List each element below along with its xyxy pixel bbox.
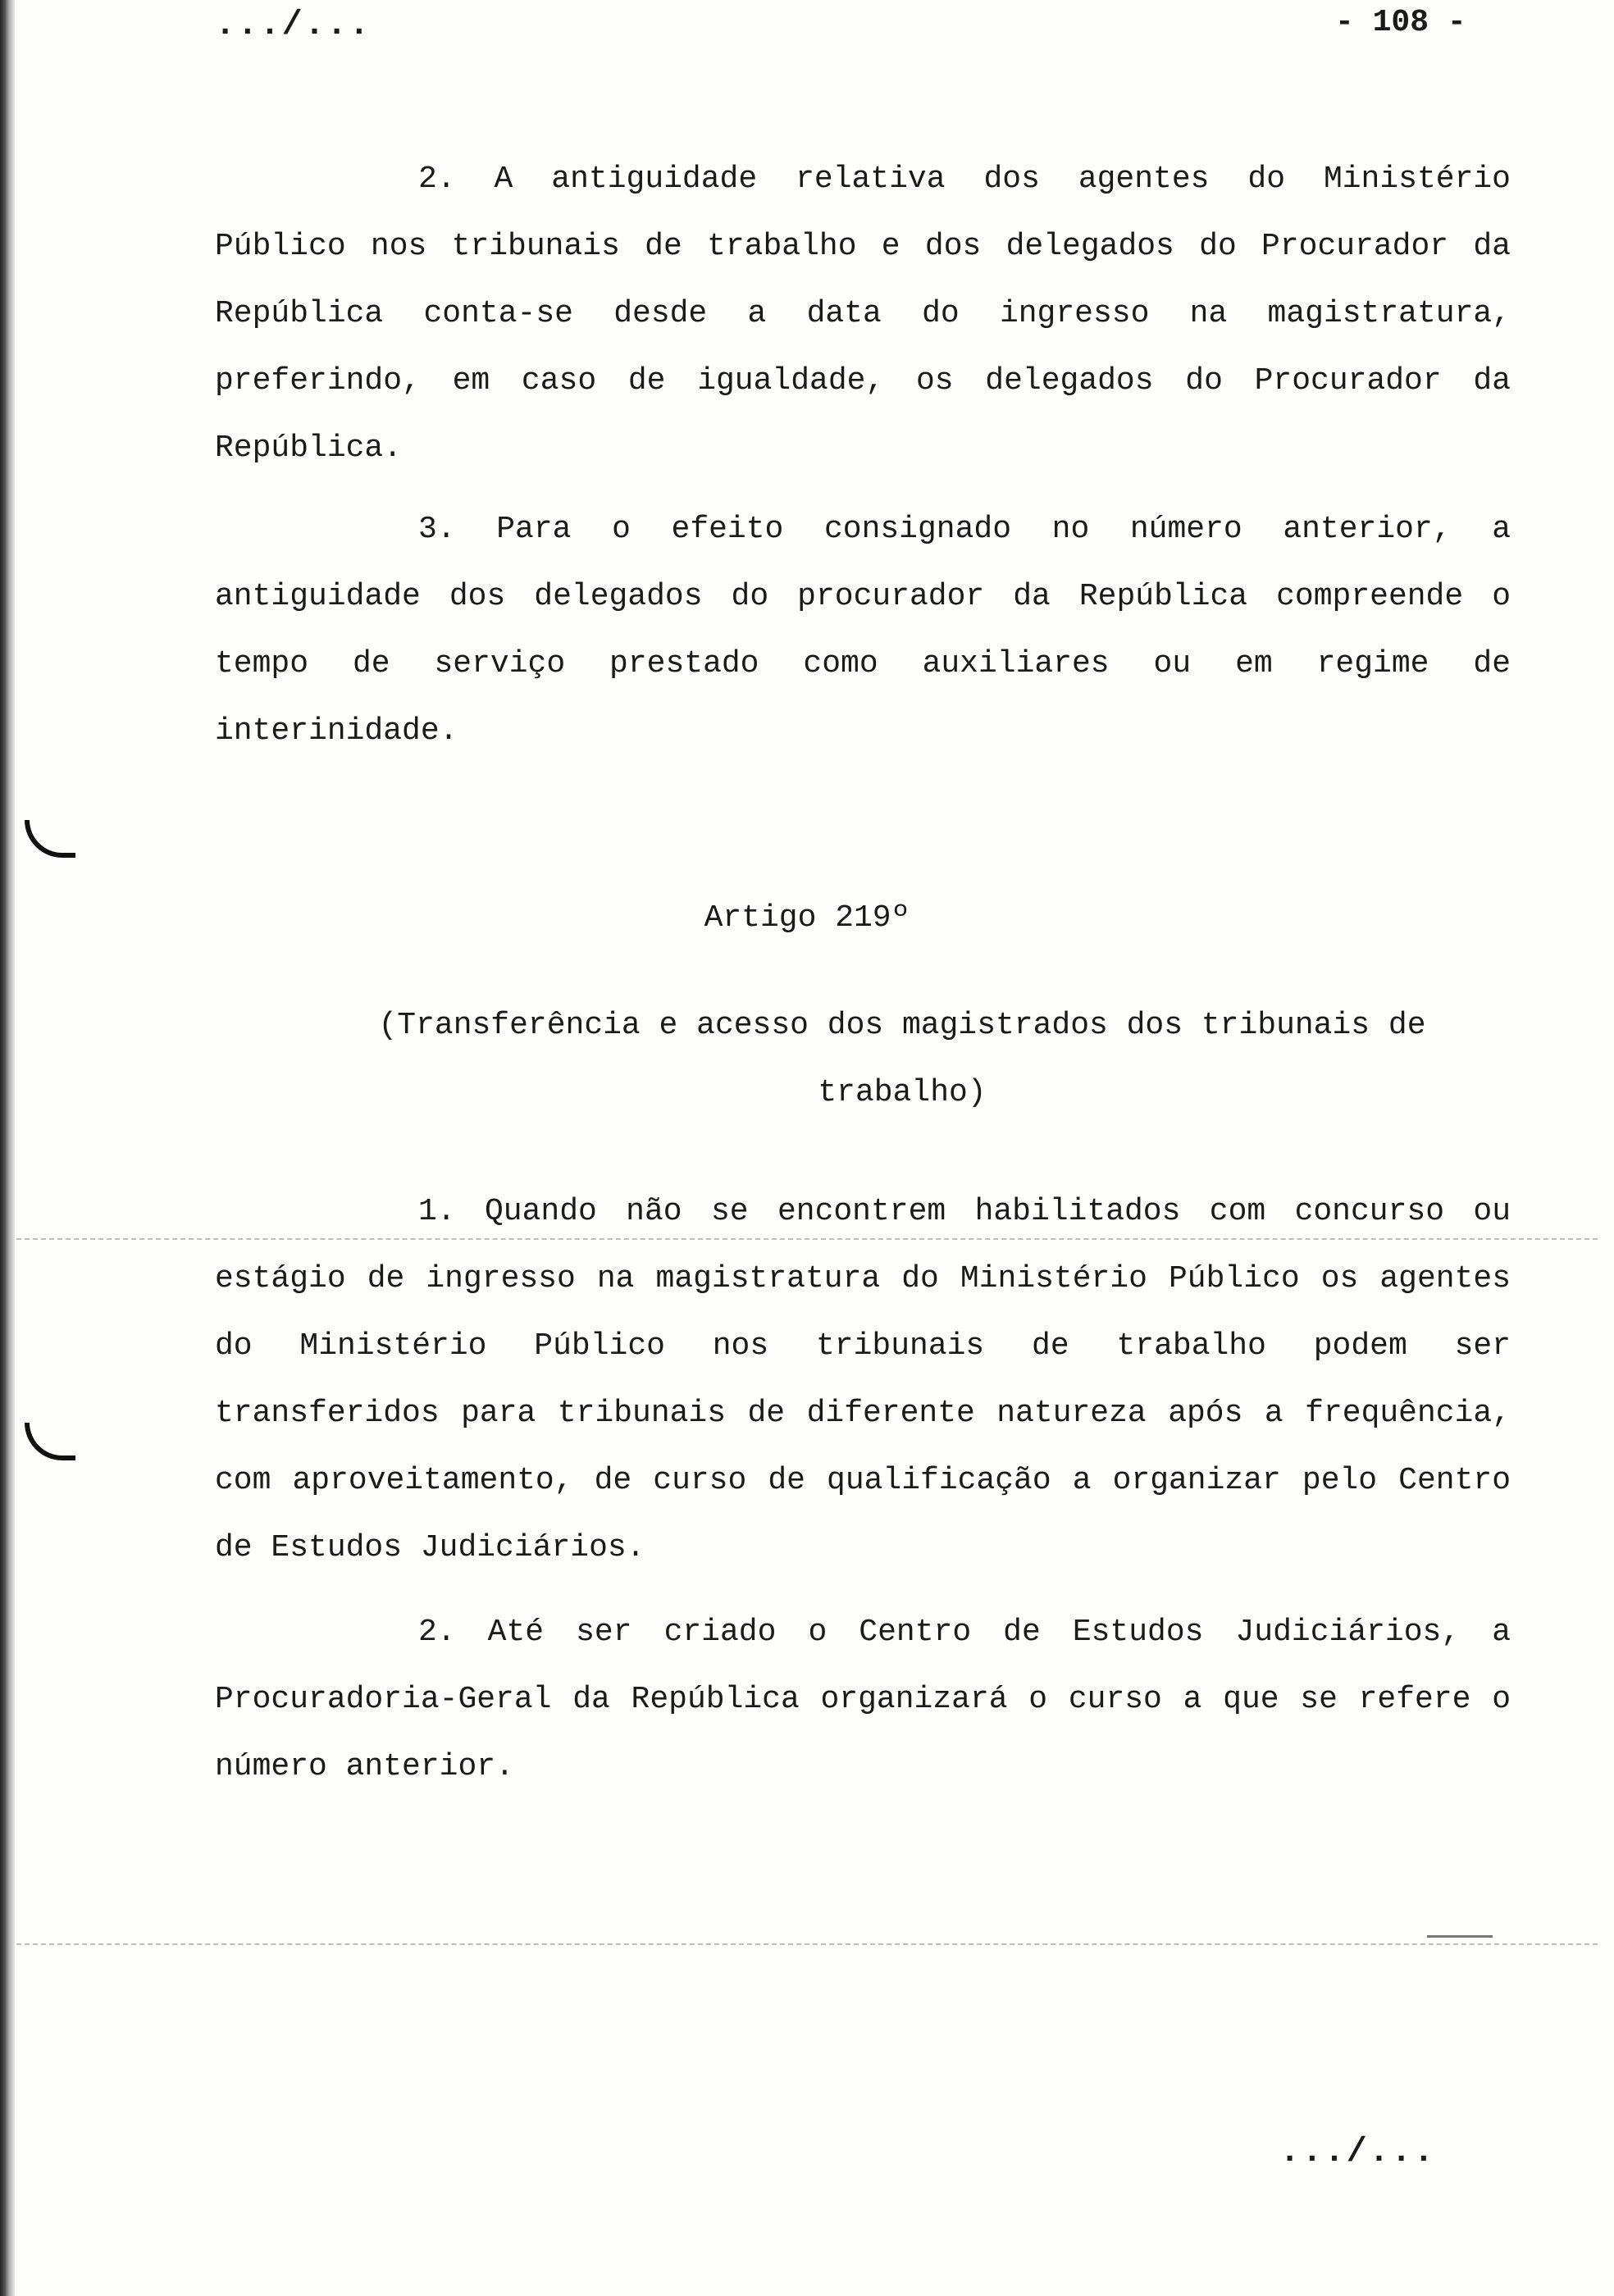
article-subtitle: (Transferência e acesso dos magistrados dos tribunais de trabalho) (378, 1008, 1426, 1110)
binding-hole-mark (25, 820, 75, 858)
page-number: - 108 - (1335, 5, 1466, 40)
paragraph-centro-estudos: 2. Até ser criado o Centro de Estudos Judiciários, a Procuradoria-Geral da República organizará o curso a que se refere o número anterior. (215, 1615, 1511, 1784)
scan-artifact-line (16, 1943, 1598, 1947)
paragraph-efeito-consignado: 3. Para o efeito consignado no número anterior, a antiguidade dos delegados do procurador da República compreende o tempo de serviço prestado como auxiliares ou em regime de interinidade. (215, 512, 1511, 749)
continuation-marker-top: .../... (215, 5, 372, 44)
scan-artifact-line (1427, 1935, 1493, 1939)
paragraph-transferencia: 1. Quando não se encontrem habilitados com concurso ou estágio de ingresso na magistratura do Ministério Público os agentes do Ministério Público nos tribunais de trabalho podem ser transferidos para tribunais de diferente natureza após a frequência, com aproveitamento, de curso de qualificação a organizar pelo Centro de Estudos Judiciários. (215, 1194, 1511, 1565)
article-title: Artigo 219º (704, 900, 910, 936)
continuation-marker-bottom: .../... (1279, 2132, 1436, 2171)
binding-hole-mark (25, 1423, 75, 1460)
paragraph-antiguidade-relativa: 2. A antiguidade relativa dos agentes do Ministério Público nos tribunais de trabalho e dos delegados do Procurador da República conta-se desde a data do ingresso na magistratura, preferindo, em caso de igualdade, os delegados do Procurador da República. (215, 162, 1511, 466)
scan-binding-edge (0, 0, 15, 2296)
